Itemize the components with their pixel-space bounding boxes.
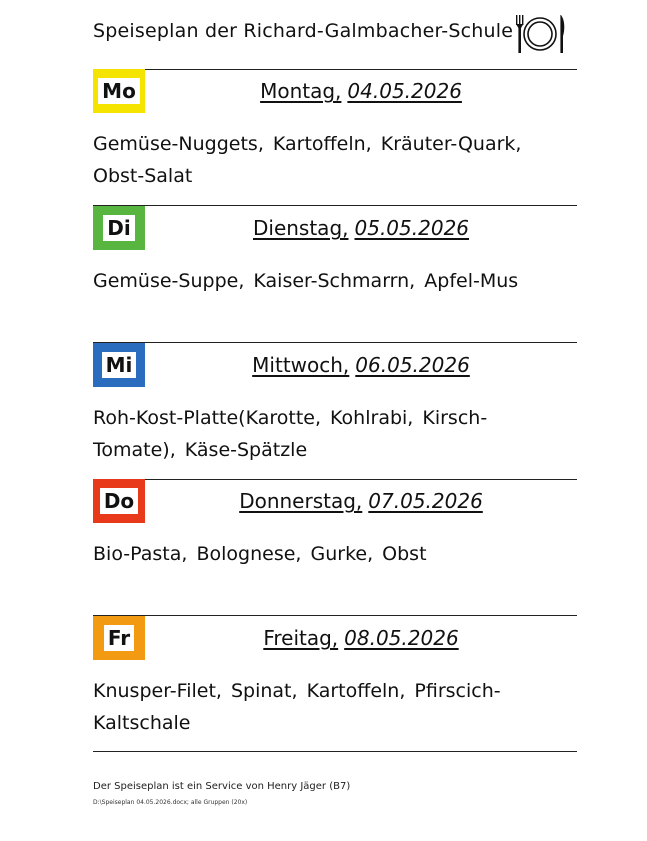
day-badge-label: Mi	[102, 352, 137, 378]
day-name: Montag,	[260, 79, 342, 103]
footer-note: Der Speiseplan ist ein Service von Henry Jäger (B7)	[93, 781, 351, 792]
day-heading	[145, 216, 577, 240]
day-badge-label: Do	[100, 488, 138, 514]
menu-text: Gemüse-Nuggets, Kartoffeln, Kräuter-Quark, Obst-Salat	[93, 133, 522, 187]
day-badge	[93, 616, 145, 660]
day-date: 04.05.2026	[347, 79, 462, 103]
day-date: 07.05.2026	[368, 489, 483, 513]
menu-text: Gemüse-Suppe, Kaiser-Schmarrn, Apfel-Mus	[93, 270, 519, 292]
day-name: Mittwoch,	[252, 353, 350, 377]
day-heading	[145, 626, 577, 650]
day-badge-label: Fr	[104, 625, 134, 651]
day-section	[0, 206, 647, 342]
plate-cutlery-icon	[511, 12, 569, 56]
day-badge	[93, 343, 145, 387]
day-badge	[93, 479, 145, 523]
day-date: 05.05.2026	[354, 216, 470, 240]
day-badge-label: Mo	[98, 78, 140, 104]
footer-file-path: D:\Speiseplan 04.05.2026.docx; alle Gruppen (20x)	[93, 799, 248, 806]
page-title: Speiseplan der Richard-Galmbacher-Schule	[93, 20, 514, 42]
day-heading	[145, 353, 577, 377]
day-section	[0, 616, 647, 752]
day-badge-label: Di	[103, 215, 134, 241]
day-name: Dienstag,	[252, 216, 349, 240]
day-heading	[145, 79, 577, 103]
day-date: 08.05.2026	[344, 626, 459, 650]
day-name: Freitag,	[263, 626, 339, 650]
divider	[93, 751, 577, 752]
day-badge	[93, 69, 145, 113]
menu-text: Knusper-Filet, Spinat, Kartoffeln, Pfirscich-Kaltschale	[93, 680, 501, 734]
day-section	[0, 479, 647, 615]
day-date: 06.05.2026	[355, 353, 470, 377]
menu-text: Bio-Pasta, Bolognese, Gurke, Obst	[93, 543, 427, 565]
menu-text: Roh-Kost-Platte(Karotte, Kohlrabi, Kirsch-Tomate), Käse-Spätzle	[93, 407, 488, 461]
day-section	[0, 343, 647, 479]
day-heading	[145, 489, 577, 513]
day-section	[0, 69, 647, 205]
day-badge	[93, 206, 145, 250]
day-name: Donnerstag,	[239, 489, 363, 513]
